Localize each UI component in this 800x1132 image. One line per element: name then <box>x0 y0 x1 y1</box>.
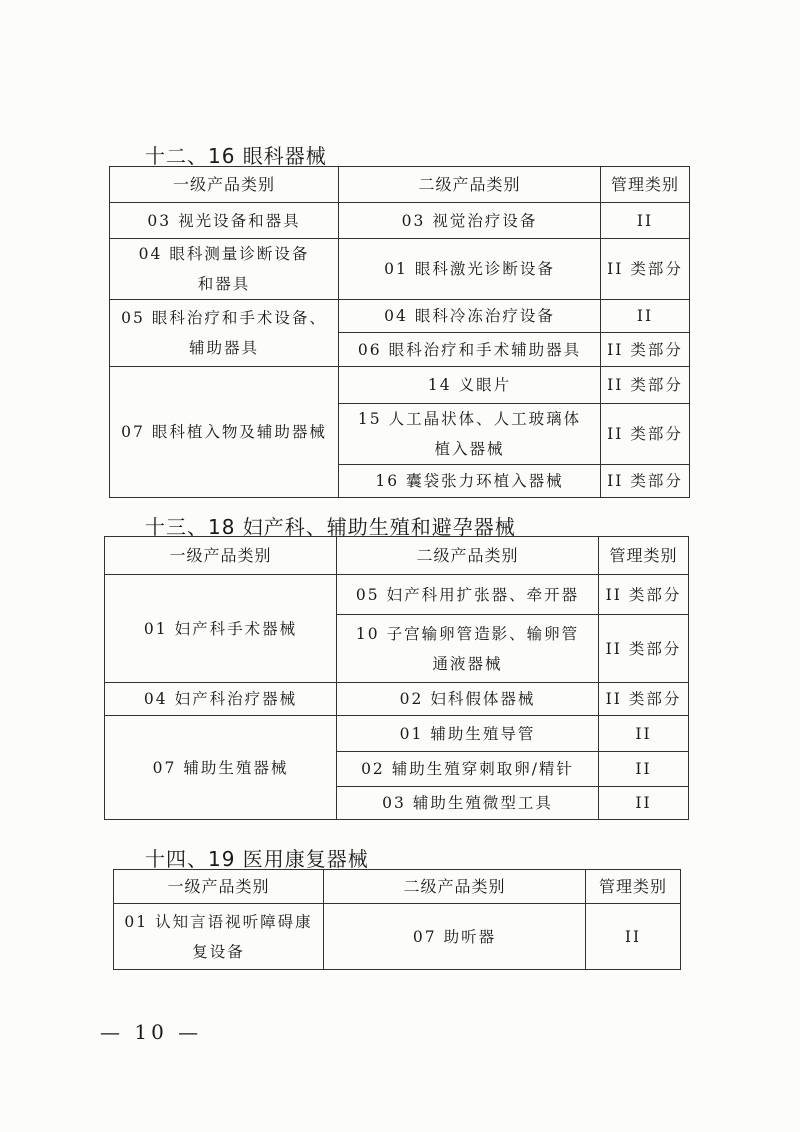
level2-text: 01 眼科激光诊断设备 <box>384 260 555 278</box>
mgmt-cell <box>599 787 689 820</box>
level2-cell <box>324 904 586 970</box>
header-level2: 二级产品类别 <box>339 167 601 203</box>
header-level1: 一级产品类别 <box>114 870 324 904</box>
level1-text: 03 视光设备和器具 <box>147 211 301 230</box>
level1-text: 04 眼科测量诊断设备 <box>138 245 310 263</box>
mgmt-cell <box>601 465 690 498</box>
level2-text: 05 妇产科用扩张器、牵开器 <box>355 585 580 604</box>
level2-text: 10 子宫输卵管造影、输卵管 <box>355 624 580 643</box>
level2-text: 01 辅助生殖导管 <box>399 724 536 743</box>
level1-text: 07 眼科植入物及辅助器械 <box>121 423 327 441</box>
table-row <box>105 716 689 752</box>
table-row <box>105 683 689 716</box>
mgmt-text: II 类部分 <box>607 260 683 278</box>
header-level2: 二级产品类别 <box>337 537 599 575</box>
mgmt-text: II 类部分 <box>607 425 683 443</box>
level2-text: 16 囊袋张力环植入器械 <box>375 472 564 490</box>
level2-cell <box>337 787 599 820</box>
section-12-table <box>109 166 690 498</box>
section-14-table <box>113 869 681 970</box>
level1-text-cont: 辅助器具 <box>188 339 259 357</box>
level2-cell <box>337 752 599 787</box>
mgmt-text: II <box>635 760 652 778</box>
mgmt-text: II <box>635 794 652 812</box>
mgmt-cell <box>586 904 681 970</box>
table-row <box>110 367 690 404</box>
mgmt-text: II 类部分 <box>607 472 683 490</box>
level1-text: 07 辅助生殖器械 <box>152 758 289 777</box>
table-row <box>110 203 690 239</box>
mgmt-cell <box>599 716 689 752</box>
mgmt-cell <box>599 575 689 615</box>
level1-cell <box>105 716 337 820</box>
mgmt-text: II 类部分 <box>605 639 682 658</box>
section-12-title: 十二、16 眼科器械 <box>145 144 327 168</box>
level2-text: 07 助听器 <box>412 927 497 946</box>
mgmt-text: II 类部分 <box>605 690 682 708</box>
mgmt-cell <box>601 367 690 404</box>
level2-cell <box>339 404 601 465</box>
level1-text: 04 妇产科治疗器械 <box>143 690 298 708</box>
level1-cell <box>105 575 337 683</box>
level2-cell <box>339 367 601 404</box>
level2-cell <box>337 716 599 752</box>
page-number: — 10 — <box>100 1020 203 1044</box>
level1-text-cont: 复设备 <box>192 942 245 961</box>
level2-cell <box>339 300 601 333</box>
header-mgmt: 管理类别 <box>599 537 689 575</box>
header-mgmt: 管理类别 <box>601 167 690 203</box>
level1-text: 05 眼科治疗和手术设备、 <box>121 309 327 327</box>
table-row <box>105 575 689 615</box>
level2-text-cont: 植入器械 <box>434 440 505 458</box>
header-level2: 二级产品类别 <box>324 870 586 904</box>
level2-cell <box>339 239 601 300</box>
level2-text: 02 妇科假体器械 <box>399 690 536 708</box>
level1-text: 01 认知言语视听障碍康 <box>124 912 313 931</box>
level2-text-cont: 通液器械 <box>432 654 503 673</box>
mgmt-cell <box>601 203 690 239</box>
section-14-title: 十四、19 医用康复器械 <box>145 847 369 871</box>
mgmt-text: II <box>635 724 652 743</box>
table-header-row <box>114 870 681 904</box>
level1-cell <box>114 904 324 970</box>
level2-cell <box>339 465 601 498</box>
level2-text: 04 眼科冷冻治疗设备 <box>384 307 555 325</box>
level2-text: 03 视觉治疗设备 <box>401 211 538 230</box>
table-row <box>110 300 690 333</box>
header-level1: 一级产品类别 <box>110 167 339 203</box>
level2-cell <box>337 683 599 716</box>
level1-cell <box>110 300 339 367</box>
mgmt-cell <box>601 333 690 367</box>
level2-text: 15 人工晶状体、人工玻璃体 <box>357 410 582 428</box>
level2-text: 06 眼科治疗和手术辅助器具 <box>357 340 582 359</box>
table-row <box>110 239 690 300</box>
level1-text-cont: 和器具 <box>197 275 251 293</box>
section-13-table <box>104 536 689 820</box>
level2-text: 03 辅助生殖微型工具 <box>382 794 553 812</box>
level2-cell <box>337 615 599 683</box>
table-row <box>114 904 681 970</box>
mgmt-cell <box>601 239 690 300</box>
mgmt-text: II 类部分 <box>605 585 682 604</box>
mgmt-text: II 类部分 <box>607 376 683 394</box>
mgmt-text: II <box>636 307 654 325</box>
mgmt-cell <box>599 752 689 787</box>
table-header-row <box>105 537 689 575</box>
mgmt-cell <box>599 683 689 716</box>
level2-cell <box>339 333 601 367</box>
level2-text: 14 义眼片 <box>427 376 512 394</box>
mgmt-text: II <box>636 211 654 230</box>
level2-text: 02 辅助生殖穿刺取卵/精针 <box>361 760 574 778</box>
level1-text: 01 妇产科手术器械 <box>143 619 298 638</box>
mgmt-cell <box>601 300 690 333</box>
level1-cell <box>105 683 337 716</box>
section-13-title: 十三、18 妇产科、辅助生殖和避孕器械 <box>145 515 516 539</box>
header-mgmt: 管理类别 <box>586 870 681 904</box>
level2-cell <box>339 203 601 239</box>
header-level1: 一级产品类别 <box>105 537 337 575</box>
level1-cell <box>110 367 339 498</box>
table-header-row <box>110 167 690 203</box>
mgmt-text: II <box>624 927 642 946</box>
mgmt-text: II 类部分 <box>607 340 683 359</box>
level1-cell <box>110 239 339 300</box>
mgmt-cell <box>601 404 690 465</box>
mgmt-cell <box>599 615 689 683</box>
level2-cell <box>337 575 599 615</box>
level1-cell <box>110 203 339 239</box>
